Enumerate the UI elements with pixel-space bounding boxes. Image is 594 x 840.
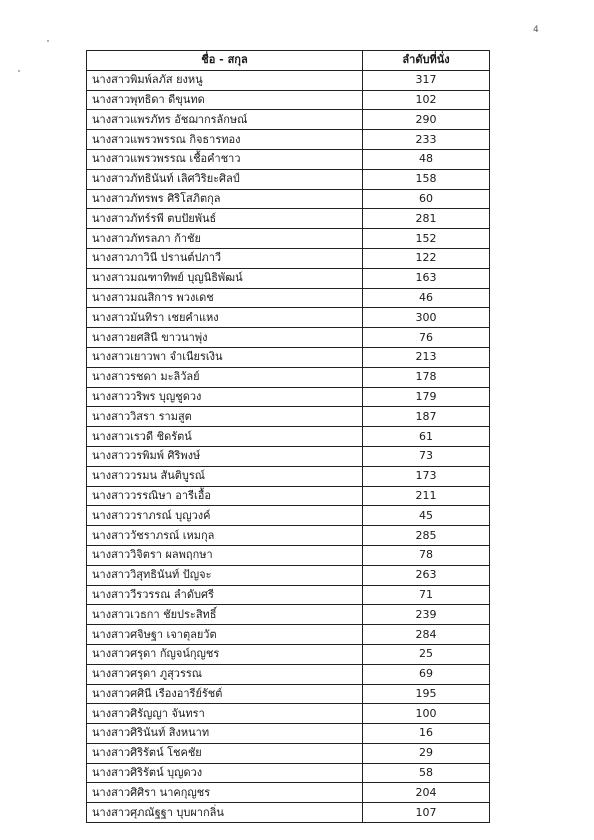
name-cell: นางสาววรพิมพ์ ศิริพงษ์ [87,446,363,466]
seat-number-cell: 204 [363,783,490,803]
seating-table [86,50,490,823]
seat-number-cell: 100 [363,704,490,724]
name-column-header: ชื่อ - สกุล [87,51,363,71]
seat-number-cell: 163 [363,268,490,288]
seat-number-cell: 187 [363,407,490,427]
seat-number-cell: 300 [363,308,490,328]
seat-number-cell: 122 [363,248,490,268]
name-cell: นางสาวพิมพ์ลภัส ยงหนู [87,70,363,90]
name-cell: นางสาวเวธกา ชัยประสิทธิ์ [87,605,363,625]
table-row [87,347,490,367]
name-cell: นางสาววัชราภรณ์ เหมกุล [87,526,363,546]
table-row [87,704,490,724]
table-row [87,803,490,823]
name-cell: นางสาวยศสินี ขาวนาพุ่ง [87,328,363,348]
seat-number-cell: 173 [363,466,490,486]
seat-number-cell: 78 [363,545,490,565]
table-row [87,110,490,130]
name-cell: นางสาวมันทิรา เชยคำแหง [87,308,363,328]
table-header-row [87,51,490,71]
table-row [87,724,490,744]
seat-number-cell: 211 [363,486,490,506]
name-cell: นางสาวศิศิรา นาคกุญชร [87,783,363,803]
table-row [87,783,490,803]
table-row [87,743,490,763]
seat-number-cell: 152 [363,229,490,249]
page-number: 4 [533,25,539,35]
name-cell: นางสาวศิรัญญา จันทรา [87,704,363,724]
table-row [87,427,490,447]
name-cell: นางสาวแพรวพรรณ กิจธารทอง [87,130,363,150]
table-row [87,407,490,427]
table-row [87,130,490,150]
name-cell: นางสาววรรณิษา อารีเอื้อ [87,486,363,506]
table-row [87,466,490,486]
seat-number-cell: 178 [363,367,490,387]
seat-number-cell: 233 [363,130,490,150]
table-row [87,169,490,189]
table-row [87,367,490,387]
table-row [87,209,490,229]
name-cell: นางสาวแพรวพรรณ เชื้อคำชาว [87,149,363,169]
name-cell: นางสาวภัทรพร ศิริโสภิตกุล [87,189,363,209]
name-cell: นางสาวเรวดี ชิดรัตน์ [87,427,363,447]
table-row [87,763,490,783]
table-row [87,308,490,328]
table-row [87,664,490,684]
table-row [87,506,490,526]
name-cell: นางสาววิสรา รามสูต [87,407,363,427]
name-cell: นางสาวศิริรัตน์ บุญดวง [87,763,363,783]
name-cell: นางสาววิสุทธินันท์ ปัญจะ [87,565,363,585]
table-row [87,446,490,466]
name-cell: นางสาวศรุดา ภูสุวรรณ [87,664,363,684]
name-cell: นางสาวรชดา มะลิวัลย์ [87,367,363,387]
table-row [87,625,490,645]
seat-number-cell: 158 [363,169,490,189]
table-row [87,605,490,625]
seat-number-cell: 73 [363,446,490,466]
seat-number-cell: 25 [363,644,490,664]
seat-number-cell: 60 [363,189,490,209]
table-row [87,328,490,348]
table-row [87,248,490,268]
table-row [87,189,490,209]
name-cell: นางสาววรมน สันติบูรณ์ [87,466,363,486]
name-cell: นางสาวเยาวพา จำเนียรเงิน [87,347,363,367]
seat-number-cell: 281 [363,209,490,229]
table-row [87,644,490,664]
name-cell: นางสาวศจิษฐา เจาตุลยวัต [87,625,363,645]
name-cell: นางสาวภัทรลภา ก้าชัย [87,229,363,249]
table-row [87,565,490,585]
table-row [87,526,490,546]
table-row [87,387,490,407]
name-cell: นางสาวแพรภัทร อัชฌากรลักษณ์ [87,110,363,130]
table-body [87,70,490,822]
seat-number-cell: 76 [363,328,490,348]
seat-number-cell: 213 [363,347,490,367]
name-cell: นางสาววริพร บุญชูดวง [87,387,363,407]
seat-number-cell: 239 [363,605,490,625]
seat-number-cell: 16 [363,724,490,744]
name-cell: นางสาวศิรินันท์ สิงหนาท [87,724,363,744]
seat-number-cell: 69 [363,664,490,684]
seat-number-cell: 46 [363,288,490,308]
table-row [87,486,490,506]
seat-column-header: ลำดับที่นั่ง [363,51,490,71]
table-row [87,268,490,288]
name-cell: นางสาววีรวรรณ ลำดับศรี [87,585,363,605]
name-cell: นางสาวมณสิการ พวงเดช [87,288,363,308]
name-cell: นางสาวมณฑาทิพย์ บุญนิธิพัฒน์ [87,268,363,288]
seat-number-cell: 195 [363,684,490,704]
seat-number-cell: 284 [363,625,490,645]
table-row [87,149,490,169]
scan-speck [47,40,49,42]
seat-number-cell: 61 [363,427,490,447]
name-cell: นางสาวภัทธินันท์ เลิศวิริยะศิลป์ [87,169,363,189]
seat-number-cell: 102 [363,90,490,110]
seat-number-cell: 58 [363,763,490,783]
name-cell: นางสาววิจิตรา ผลพฤกษา [87,545,363,565]
seat-number-cell: 179 [363,387,490,407]
seat-number-cell: 290 [363,110,490,130]
name-cell: นางสาวพุทธิดา ดีขุนทด [87,90,363,110]
name-cell: นางสาวศุภณัฐฐา บุบผากลิ่น [87,803,363,823]
name-cell: นางสาวศรุดา กัญจน์กุญชร [87,644,363,664]
table-row [87,229,490,249]
table-row [87,90,490,110]
seat-number-cell: 285 [363,526,490,546]
name-cell: นางสาวศิริรัตน์ โชคชัย [87,743,363,763]
seat-number-cell: 48 [363,149,490,169]
table-row [87,585,490,605]
name-cell: นางสาวศศินี เรืองอารีย์รัชต์ [87,684,363,704]
seat-number-cell: 263 [363,565,490,585]
seat-number-cell: 29 [363,743,490,763]
name-cell: นางสาวภาวินี ปรานต์ปภาวี [87,248,363,268]
table-row [87,545,490,565]
seat-number-cell: 107 [363,803,490,823]
seat-number-cell: 45 [363,506,490,526]
table-row [87,684,490,704]
name-cell: นางสาววราภรณ์ บุญวงค์ [87,506,363,526]
scan-speck [18,70,20,72]
name-cell: นางสาวภัทร์รพี ตบปัยพันธ์ [87,209,363,229]
table-row [87,288,490,308]
table-row [87,70,490,90]
seat-number-cell: 317 [363,70,490,90]
seat-number-cell: 71 [363,585,490,605]
